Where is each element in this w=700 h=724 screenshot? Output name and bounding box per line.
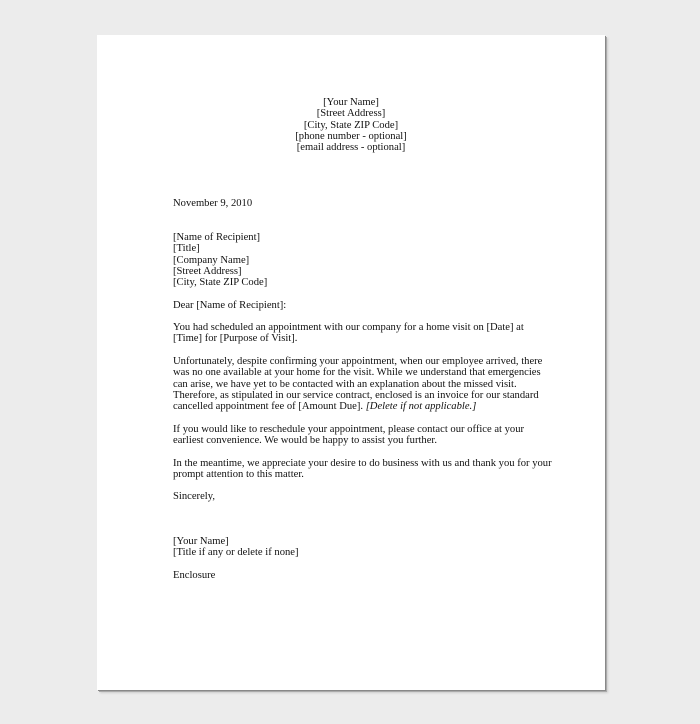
delete-note: [Delete if not applicable.] xyxy=(365,401,477,413)
letter-date: November 9, 2010 xyxy=(173,198,253,209)
paragraph-2 xyxy=(173,356,542,412)
paragraph-line: was no one available at your home for the visit. While we understand that emergencies xyxy=(173,367,541,379)
paragraph-4 xyxy=(173,458,552,481)
paragraph-line: In the meantime, we appreciate your desire to do business with us and thank you for your xyxy=(173,458,552,469)
paragraph-line: Unfortunately, despite confirming your appointment, when our employee arrived, there xyxy=(173,356,543,367)
sender-line: [Street Address] xyxy=(316,108,386,120)
recipient-line: [Title] xyxy=(173,243,200,255)
recipient-address xyxy=(173,232,267,288)
enclosure: Enclosure xyxy=(173,570,216,581)
paragraph-line: If you would like to reschedule your appointment, please contact our office at your xyxy=(173,424,525,435)
paragraph-line: earliest convenience. We would be happy to assist you further. xyxy=(173,435,438,447)
sender-line: [Your Name] xyxy=(323,97,379,108)
salutation: Dear [Name of Recipient]: xyxy=(173,300,287,311)
recipient-line: [Street Address] xyxy=(173,265,242,277)
recipient-line: [Company Name] xyxy=(173,254,250,266)
paragraph-line: prompt attention to this matter. xyxy=(173,469,304,481)
paragraph-line: Therefore, as stipulated in our service contract, enclosed is an invoice for our standard xyxy=(173,389,539,401)
paragraph-line xyxy=(173,401,542,412)
paragraph-text: cancelled appointment fee of [Amount Due]. xyxy=(173,401,366,413)
signature-line: [Your Name] xyxy=(173,536,229,547)
paragraph-line: can arise, we have yet to be contacted with an explanation about the missed visit. xyxy=(173,378,517,390)
closing: Sincerely, xyxy=(173,491,215,502)
signature-line: [Title if any or delete if none] xyxy=(173,547,299,559)
signature-block xyxy=(173,536,299,559)
recipient-line: [City, State ZIP Code] xyxy=(173,277,268,289)
paragraph-1 xyxy=(173,322,524,345)
paragraph-3 xyxy=(173,424,524,447)
recipient-line: [Name of Recipient] xyxy=(173,232,261,243)
paragraph-line: [Time] for [Purpose of Visit]. xyxy=(173,333,298,345)
sender-address xyxy=(97,97,605,153)
sender-line: [phone number - optional] xyxy=(295,130,407,142)
sender-line: [email address - optional] xyxy=(296,142,406,154)
sender-line: [City, State ZIP Code] xyxy=(303,119,399,131)
letter-page xyxy=(97,35,605,690)
paragraph-line: You had scheduled an appointment with our company for a home visit on [Date] at xyxy=(173,322,524,333)
